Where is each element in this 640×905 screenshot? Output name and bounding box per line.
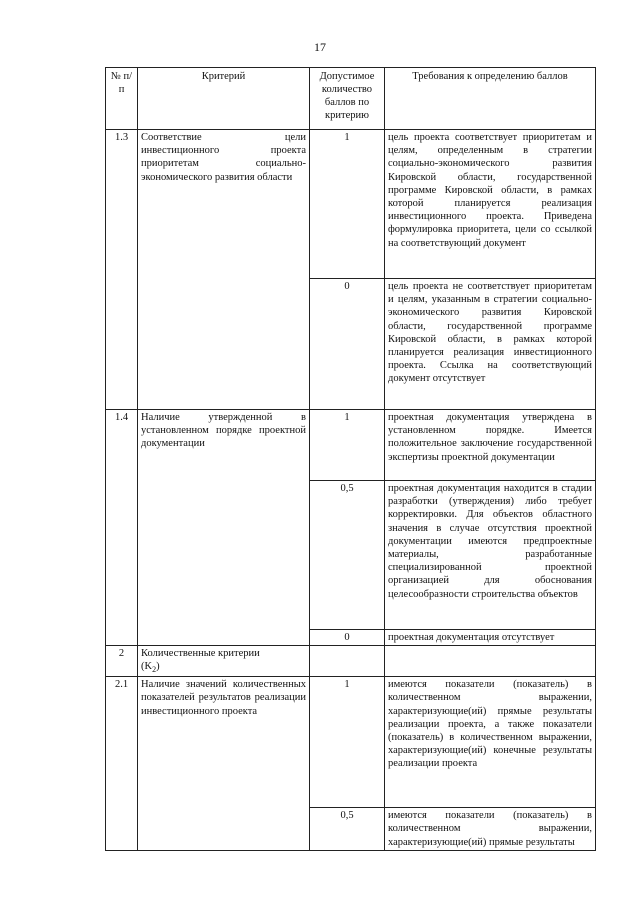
row-score: 1 <box>310 677 385 808</box>
criteria-table <box>105 67 596 851</box>
row-score: 0 <box>310 279 385 410</box>
row-requirement: имеются показатели (показатель) в количественном выражении, характеризующие(ий) прямые результаты <box>385 808 596 851</box>
row-score: 1 <box>310 410 385 481</box>
row-num: 2 <box>106 646 138 677</box>
row-requirement <box>385 646 596 677</box>
page-number: 17 <box>314 40 326 54</box>
criterion-symbol-end: ) <box>156 661 160 673</box>
row-num: 1.4 <box>106 410 138 646</box>
row-requirement: имеются показатели (показатель) в количественном выражении, характеризующие(ий) прямые результаты реализации проекта, а также показатели (показатель) в количественном выражении, характеризующие(ий) конечные результаты реализации проекта <box>385 677 596 808</box>
table-row <box>106 410 596 481</box>
row-score: 0 <box>310 630 385 646</box>
criterion-symbol: (K <box>141 661 153 673</box>
header-score: Допустимое количество баллов по критерию <box>310 68 385 130</box>
row-requirement: проектная документация отсутствует <box>385 630 596 646</box>
row-criterion: Наличие утвержденной в установленном порядке проектной документации <box>138 410 310 646</box>
row-requirement: цель проекта не соответствует приоритетам и целям, указанным в стратегии социально-экономического развития Кировской области, государственной программе Кировской области, в рамках которой планируется реализация инвестиционного проекта. Ссылка на соответствующий документ отсутствует <box>385 279 596 410</box>
row-criterion-cell <box>138 646 310 677</box>
row-score <box>310 646 385 677</box>
row-num: 2.1 <box>106 677 138 851</box>
row-criterion: Количественные критерии <box>141 648 260 660</box>
table-row <box>106 130 596 279</box>
table-row <box>106 677 596 808</box>
row-requirement: проектная документация утверждена в установленном порядке. Имеется положительное заключение государственной экспертизы проектной документации <box>385 410 596 481</box>
row-score: 0,5 <box>310 808 385 851</box>
row-score: 1 <box>310 130 385 279</box>
criterion-symbol-sub: 2 <box>152 665 157 675</box>
header-num: № п/п <box>106 68 138 130</box>
table-row <box>106 646 596 677</box>
row-requirement: проектная документация находится в стадии разработки (утверждения) либо требует корректировки. Для объектов областного значения в случае отсутствия проектной документации имеются предпроектные материалы, разработанные специализированной проектной организацией для обоснования целесообразности строительства объектов <box>385 481 596 630</box>
row-num: 1.3 <box>106 130 138 410</box>
row-criterion: Наличие значений количественных показателей результатов реализации инвестиционного проекта <box>138 677 310 851</box>
header-criterion: Критерий <box>138 68 310 130</box>
table-header-row <box>106 68 596 130</box>
row-score: 0,5 <box>310 481 385 630</box>
row-criterion: Соответствие цели инвестиционного проекта приоритетам социально-экономического развития области <box>138 130 310 410</box>
row-requirement: цель проекта соответствует приоритетам и целям, определенным в стратегии социально-экономического развития Кировской области, государственной программе Кировской области, в рамках которой планируется реализация инвестиционного проекта. Приведена формулировка приоритета, цели со ссылкой на соответствующий документ <box>385 130 596 279</box>
header-requirements: Требования к определению баллов <box>385 68 596 130</box>
